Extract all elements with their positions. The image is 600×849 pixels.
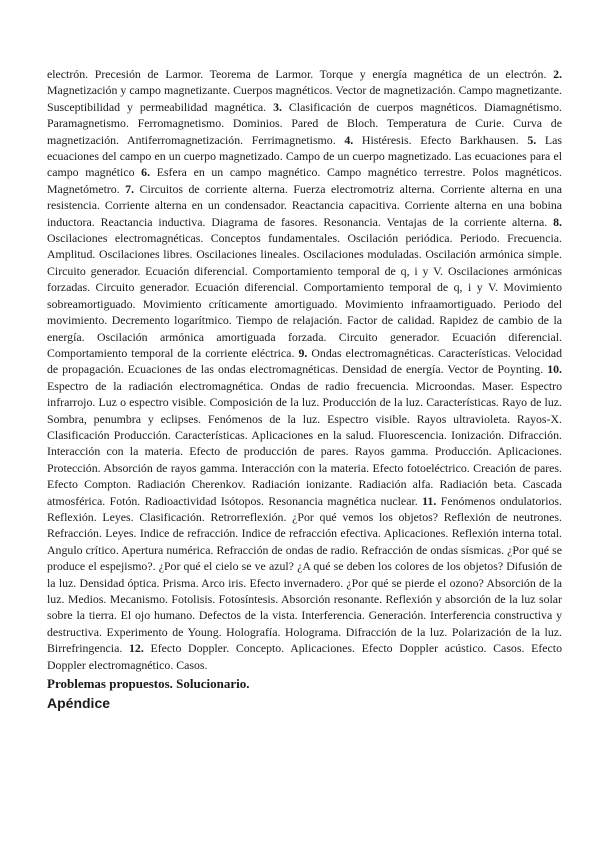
segment-text: Fenómenos ondulatorios. Reflexión. Leyes. Clasificación. Retrorreflexión. ¿Por qué vemos los objetos? Reflexión de neutrones. Refracción. Leyes. Indice de refracción. Indice de refracción efectiva. Aplicaciones. Reflexión interna total. Angulo crítico. Apertura numérica. Refracción de ondas de radio. Refracción de ondas sísmicas. ¿Por qué se produce el espejismo?. ¿Por qué el cielo se ve azul? ¿A qué se deben los colores de los objetos? Difusión de la luz. Densidad óptica. Prisma. Arco iris. Efecto invernadero. ¿Por qué se pierde el ozono? Absorción de la luz. Medios. Mecanismo. Fotolisis. Fotosíntesis. Absorción resonante. Reflexión y absorción de la luz solar sobre la tierra. El ojo humano. Defectos de la vista. Interferencia. Generación. Interferencia constructiva y destructiva. Experimento de Young. Holografía. Holograma. Difracción de la luz. Polarización de la luz. Birrefringencia.: [47, 493, 562, 656]
segment-text: Efecto Doppler. Concepto. Aplicaciones. Efecto Doppler acústico. Casos. Efecto Doppler electromagnético. Casos.: [47, 641, 562, 672]
segment-text: Oscilaciones electromagnéticas. Conceptos fundamentales. Oscilación periódica. Periodo. Frecuencia. Amplitud. Oscilaciones libres. Oscilaciones lineales. Oscilaciones moduladas. Oscilación armónica simple. Circuito generador. Ecuación diferencial. Comportamiento temporal de q, i y V. Oscilaciones armónicas forzadas. Circuito generador. Ecuación diferencial. Comportamiento temporal de q, i y V. Movimiento sobreamortiguado. Movimiento críticamente amortiguado. Movimiento infraamortiguado. Periodo del movimiento. Decremento logarítmico. Tiempo de relajación. Factor de calidad. Rapidez de cambio de la energía. Oscilación armónica amortiguada forzada. Circuito generador. Ecuación diferencial. Comportamiento temporal de la corriente eléctrica.: [47, 231, 562, 360]
problems-heading: Problemas propuestos. Solucionario.: [47, 676, 250, 692]
segment-text: Circuitos de corriente alterna. Fuerza electromotriz alterna. Corriente alterna en una resistencia. Corriente alterna en un condensador. Reactancia capacitiva. Corriente alterna en una bobina inductora. Reactancia inductiva. Diagrama de fasores. Resonancia. Ventajas de la corriente alterna.: [47, 181, 562, 229]
segment-text: Histéresis. Efecto Barkhausen.: [353, 132, 528, 147]
section-number: 10.: [547, 362, 562, 377]
segment-text: Las ecuaciones del campo en un cuerpo magnetizado. Campo de un cuerpo magnetizado. Las ecuaciones para el campo magnético: [47, 132, 563, 180]
section-number: 3.: [273, 99, 282, 114]
segment-text: Ondas electromagnéticas. Características. Velocidad de propagación. Ecuaciones de las ondas electromagnéticas. Densidad de energía. Vector de Poynting.: [47, 345, 562, 377]
segment-text: Magnetización y campo magnetizante. Cuerpos magnéticos. Vector de magnetización. Campo magnetizante. Susceptibilidad y permeabilidad magnética.: [47, 83, 562, 114]
section-number: 8.: [553, 214, 562, 229]
section-number: 2.: [553, 67, 562, 81]
section-number: 4.: [344, 132, 354, 147]
section-number: 5.: [527, 132, 537, 147]
section-number: 12.: [128, 641, 144, 656]
segment-text: Esfera en un campo magnético. Campo magnético terrestre. Polos magnéticos. Magnetómetro.: [47, 165, 563, 196]
segment-text: Espectro de la radiación electromagnética. Ondas de radio frecuencia. Microondas. Maser. Espectro infrarrojo. Luz o espectro visible. Composición de la luz. Producción de la luz. Características. Rayo de luz. Sombra, penumbra y eclipses. Fenómenos de la luz. Espectro visible. Rayos ultravioleta. Rayos-X. Clasificación Producción. Características. Aplicaciones en la salud. Fluorescencia. Ionización. Difracción. Interacción con la materia. Efecto de producción de pares. Rayos gamma. Producción. Aplicaciones. Protección. Absorción de rayos gamma. Interacción con la materia. Efecto fotoeléctrico. Creación de pares. Efecto Compton. Radiación Cherenkov. Radiación ionizante. Radiación alfa. Radiación beta. Cascada atmosférica. Fotón. Radioactividad Isótopos. Resonancia magnética nuclear.: [47, 378, 562, 508]
contents-paragraph: [47, 66, 562, 673]
document-page: [47, 66, 562, 712]
segment-text: electrón. Precesión de Larmor. Teorema de Larmor. Torque y energía magnética de un electrón.: [47, 67, 554, 81]
section-number: 11.: [422, 493, 437, 508]
segment-text: Clasificación de cuerpos magnéticos. Diamagnétismo. Paramagnetismo. Ferromagnetismo. Dominios. Pared de Bloch. Temperatura de Curie. Curva de magnetización. Antiferromagnetización. Ferrimagnetismo.: [47, 99, 562, 147]
appendix-heading: Apéndice: [47, 695, 111, 712]
section-number: 9.: [298, 345, 308, 360]
section-number: 7.: [125, 181, 135, 196]
section-number: 6.: [141, 165, 151, 180]
